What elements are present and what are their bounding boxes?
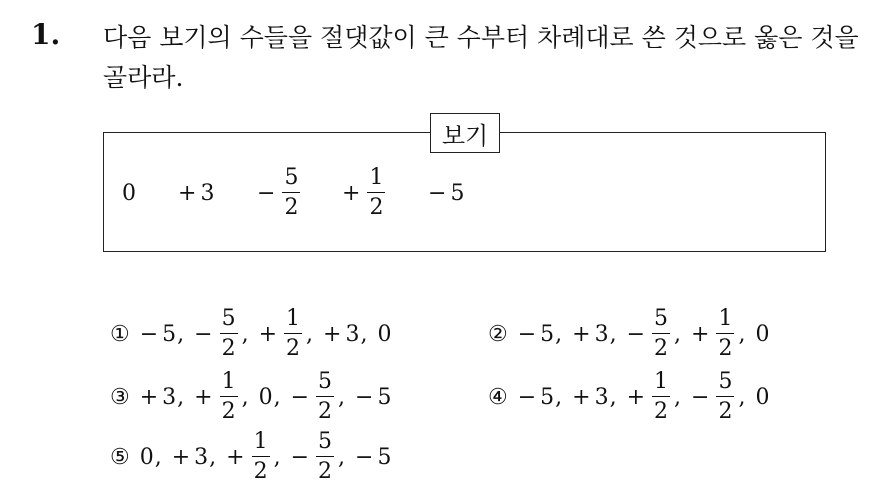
example-item [122, 162, 136, 224]
fraction-denominator: 2 [369, 195, 384, 220]
separator: , [273, 444, 281, 470]
separator: , [177, 384, 185, 410]
math-term [259, 385, 273, 410]
separator: , [177, 321, 185, 347]
number: 5 [450, 180, 465, 206]
sign: − [139, 321, 159, 347]
choice-label: ① [110, 321, 130, 347]
sign: − [355, 444, 374, 470]
math-term [355, 445, 391, 470]
math-term [140, 445, 154, 470]
number: 3 [594, 321, 609, 347]
example-item [342, 162, 388, 224]
fraction-denominator: 2 [318, 399, 333, 424]
separator: , [555, 384, 563, 410]
separator: , [338, 444, 346, 470]
fraction-numerator: 5 [282, 167, 300, 193]
math-term [755, 322, 769, 347]
number: 5 [540, 321, 555, 347]
sign: + [626, 384, 646, 410]
number: 0 [755, 321, 770, 347]
fraction [252, 431, 270, 483]
sign: + [258, 321, 278, 347]
fraction-numerator: 5 [220, 308, 238, 334]
fraction [316, 431, 334, 483]
fraction-denominator: 2 [221, 399, 236, 424]
separator: , [609, 321, 617, 347]
separator: , [360, 321, 368, 347]
sign: + [171, 444, 191, 470]
question-text: 다음 보기의 수들을 절댓값이 큰 수부터 차례대로 쓴 것으로 옳은 것을 골라라. [103, 23, 859, 92]
math-term [627, 308, 673, 360]
separator: , [609, 384, 617, 410]
fraction-denominator: 2 [253, 459, 268, 484]
math-term [355, 385, 391, 410]
fraction-numerator: 1 [220, 371, 238, 397]
separator: , [674, 321, 682, 347]
sign: + [139, 384, 159, 410]
math-term [572, 322, 608, 347]
math-term [178, 181, 214, 206]
question-number: 1. [31, 18, 61, 51]
math-term [323, 322, 359, 347]
example-box-title: 보기 [430, 113, 500, 153]
math-term [377, 322, 391, 347]
number: 5 [162, 321, 177, 347]
choice-item [110, 428, 391, 486]
math-term [428, 181, 464, 206]
sign: − [290, 384, 310, 410]
number: 5 [540, 384, 555, 410]
math-term [755, 385, 769, 410]
example-item [428, 162, 464, 224]
math-term [627, 371, 673, 423]
fraction-numerator: 5 [652, 308, 670, 334]
choice-label: ④ [488, 384, 508, 410]
math-term [226, 431, 272, 483]
fraction [716, 308, 734, 360]
number: 5 [377, 444, 392, 470]
fraction-numerator: 1 [367, 167, 385, 193]
fraction-denominator: 2 [318, 459, 333, 484]
fraction [652, 308, 670, 360]
number: 0 [258, 384, 273, 410]
fraction-denominator: 2 [284, 195, 299, 220]
math-term [691, 371, 737, 423]
sign: + [323, 321, 342, 347]
sign: − [626, 321, 646, 347]
math-term [172, 445, 208, 470]
sign: + [194, 384, 213, 410]
example-item [257, 162, 303, 224]
choice-item [110, 368, 391, 426]
separator: , [674, 384, 682, 410]
math-term [194, 308, 240, 360]
fraction-denominator: 2 [654, 399, 669, 424]
sign: − [517, 384, 537, 410]
sign: + [342, 180, 361, 206]
number: 3 [200, 180, 215, 206]
number: 0 [139, 444, 154, 470]
sign: + [178, 180, 197, 206]
sign: − [517, 321, 537, 347]
separator: , [738, 384, 746, 410]
math-term [342, 167, 388, 219]
choice-label: ⑤ [110, 444, 130, 470]
separator: , [154, 444, 162, 470]
number: 5 [377, 384, 392, 410]
choice-label: ② [488, 321, 508, 347]
separator: , [273, 384, 281, 410]
number: 3 [194, 444, 209, 470]
math-term [291, 371, 337, 423]
separator: , [338, 384, 346, 410]
math-term [257, 167, 303, 219]
math-term [572, 385, 608, 410]
math-term [691, 308, 737, 360]
fraction [284, 308, 302, 360]
fraction [220, 308, 238, 360]
fraction [220, 371, 238, 423]
sign: + [572, 384, 591, 410]
math-term [140, 385, 176, 410]
fraction [282, 167, 300, 219]
separator: , [555, 321, 563, 347]
example-item [178, 162, 214, 224]
separator: , [241, 321, 249, 347]
sign: + [226, 444, 245, 470]
fraction [652, 371, 670, 423]
sign: − [257, 180, 276, 206]
choice-label: ③ [110, 384, 130, 410]
separator: , [738, 321, 746, 347]
math-term [518, 322, 554, 347]
sign: − [290, 444, 310, 470]
math-term [518, 385, 554, 410]
number: 3 [162, 384, 177, 410]
number: 0 [377, 321, 392, 347]
fraction-denominator: 2 [221, 336, 236, 361]
choice-item [488, 368, 769, 426]
fraction-numerator: 1 [284, 308, 302, 334]
fraction-numerator: 1 [716, 308, 734, 334]
fraction-denominator: 2 [286, 336, 301, 361]
separator: , [241, 384, 249, 410]
fraction [367, 167, 385, 219]
fraction-numerator: 1 [652, 371, 670, 397]
math-term [194, 371, 240, 423]
separator: , [209, 444, 217, 470]
fraction [716, 371, 734, 423]
fraction-numerator: 5 [316, 371, 334, 397]
fraction [316, 371, 334, 423]
math-term [291, 431, 337, 483]
fraction-numerator: 5 [316, 431, 334, 457]
sign: − [355, 384, 374, 410]
sign: − [691, 384, 710, 410]
fraction-denominator: 2 [718, 336, 733, 361]
number: 0 [122, 180, 136, 206]
fraction-denominator: 2 [654, 336, 669, 361]
sign: + [691, 321, 710, 347]
number: 3 [345, 321, 360, 347]
sign: − [194, 321, 213, 347]
math-term [140, 322, 176, 347]
separator: , [306, 321, 314, 347]
number: 3 [594, 384, 609, 410]
math-term [122, 181, 136, 206]
number: 0 [755, 384, 770, 410]
math-term [259, 308, 305, 360]
fraction-numerator: 1 [252, 431, 270, 457]
choice-item [488, 305, 769, 363]
sign: − [428, 180, 447, 206]
fraction-numerator: 5 [716, 371, 734, 397]
fraction-denominator: 2 [718, 399, 733, 424]
choice-item [110, 305, 391, 363]
sign: + [572, 321, 591, 347]
